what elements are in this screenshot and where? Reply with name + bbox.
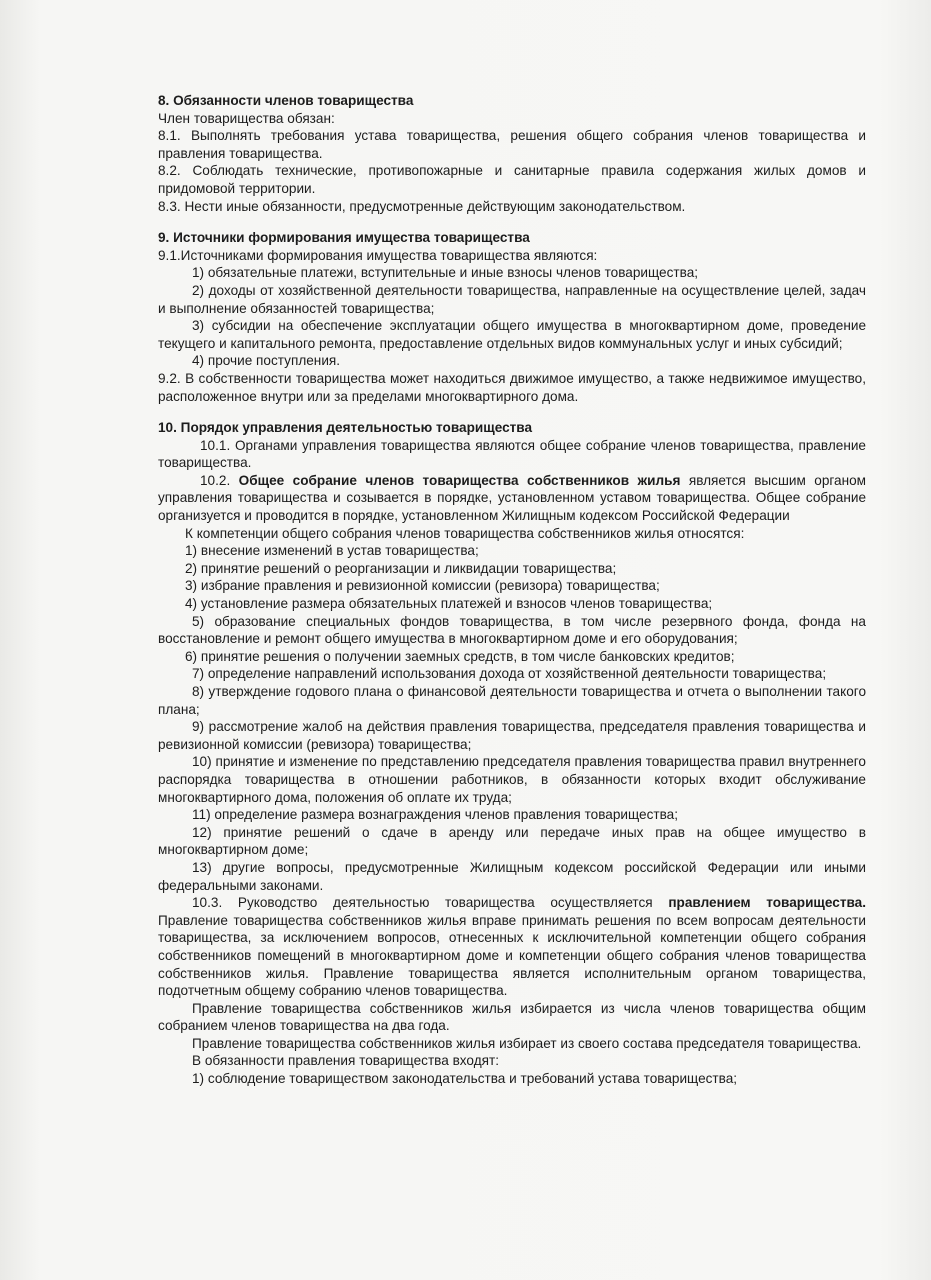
- competence-item: 12) принятие решений о сдаче в аренду или передаче иных прав на общее имущество в многоквартирном доме;: [158, 824, 866, 858]
- section-8-item: 8.2. Соблюдать технические, противопожарные и санитарные правила содержания жилых домов и придомовой территории.: [158, 163, 866, 196]
- section-9-2: 9.2. В собственности товарищества может находиться движимое имущество, а также недвижимое имущество, расположенное внутри или за пределами многоквартирного дома.: [158, 370, 866, 404]
- section-10-1: 10.1. Органами управления товарищества являются общее собрание членов товарищества, правление товарищества.: [158, 437, 866, 471]
- section-10-title: 10. Порядок управления деятельностью товарищества: [158, 420, 533, 436]
- board-duties-intro: В обязанности правления товарищества входят:: [192, 1053, 499, 1069]
- section-10-2-bold: Общее собрание членов товарищества собственников жилья: [238, 472, 681, 488]
- competence-item: 3) избрание правления и ревизионной комиссии (ревизора) товарищества;: [185, 578, 660, 594]
- board-duty-item: 1) соблюдение товариществом законодательства и требований устава товарищества;: [192, 1071, 738, 1087]
- section-10-3-bold: правлением товарищества.: [668, 895, 867, 911]
- section-10-2-number: 10.2.: [200, 472, 231, 488]
- section-9-intro: 9.1.Источниками формирования имущества товарищества являются:: [158, 247, 598, 263]
- section-8-item: 8.1. Выполнять требования устава товарищества, решения общего собрания членов товарищества и правления товарищества.: [158, 128, 866, 161]
- section-9-item: 2) доходы от хозяйственной деятельности товарищества, направленные на осуществление целей, задач и выполнение обязанностей товарищества;: [158, 282, 866, 316]
- section-8-intro: Член товарищества обязан:: [158, 110, 335, 126]
- section-10-3-start: 10.3. Руководство деятельностью товарищества осуществляется: [192, 895, 653, 911]
- competence-item: 1) внесение изменений в устав товарищества;: [185, 543, 479, 559]
- section-8-title: 8. Обязанности членов товарищества: [158, 93, 414, 108]
- section-10-2: [158, 472, 866, 525]
- section-10-2-text: является высшим органом управления товарищества и созывается в порядке, установленном уставом товарищества. Общее собрание организуется и проводится в порядке, установленном Жилищным кодексом Российской Федерации: [158, 472, 867, 524]
- competence-item: 6) принятие решения о получении заемных средств, в том числе банковских кредитов;: [185, 648, 735, 664]
- competence-item: 13) другие вопросы, предусмотренные Жилищным кодексом российской Федерации или иными федеральными законами.: [158, 859, 866, 893]
- section-8-item: 8.3. Нести иные обязанности, предусмотренные действующим законодательством.: [158, 198, 686, 214]
- section-9-item: 1) обязательные платежи, вступительные и иные взносы членов товарищества;: [192, 265, 699, 281]
- section-9-item: 4) прочие поступления.: [192, 353, 341, 369]
- competence-item: 8) утверждение годового плана о финансовой деятельности товарищества и отчета о выполнении такого плана;: [158, 684, 866, 717]
- competence-item: 2) принятие решений о реорганизации и ликвидации товарищества;: [185, 560, 617, 576]
- competence-intro: К компетенции общего собрания членов товарищества собственников жилья относятся:: [185, 525, 745, 541]
- section-9-title: 9. Источники формирования имущества товарищества: [158, 230, 530, 246]
- competence-item: 11) определение размера вознаграждения членов правления товарищества;: [192, 807, 679, 823]
- section-10-3-text: Правление товарищества собственников жилья вправе принимать решения по всем вопросам деятельности товарищества, за исключением вопросов, отнесенных к исключительной компетенции общего собрания собственников помещений в многоквартирном доме и компетенции общего собрания членов товарищества собственников жилья. Правление товарищества является исполнительным органом товарищества, подотчетным общему собранию членов товарищества.: [158, 912, 866, 999]
- board-election: Правление товарищества собственников жилья избирается из числа членов товарищества общим собранием членов товарищества на два года.: [158, 1000, 866, 1034]
- section-10-3: [158, 894, 866, 1000]
- competence-item: 10) принятие и изменение по представлению председателя правления товарищества правил внутреннего распорядка товарищества в отношении работников, в обязанности которых входит обслуживание многоквартирного дома, положения об оплате их труда;: [158, 754, 866, 805]
- document-body: [158, 92, 866, 1088]
- competence-item: 7) определение направлений использования дохода от хозяйственной деятельности товарищества;: [192, 666, 827, 682]
- competence-item: 9) рассмотрение жалоб на действия правления товарищества, председателя правления товарищества и ревизионной комиссии (ревизора) товарищества;: [158, 719, 866, 752]
- board-chair: Правление товарищества собственников жилья избирает из своего состава председателя товарищества.: [192, 1035, 862, 1051]
- competence-item: 4) установление размера обязательных платежей и взносов членов товарищества;: [185, 596, 713, 612]
- competence-item: 5) образование специальных фондов товарищества, в том числе резервного фонда, фонда на восстановление и ремонт общего имущества в многоквартирном доме и его оборудования;: [158, 613, 866, 647]
- section-9-item: 3) субсидии на обеспечение эксплуатации общего имущества в многоквартирном доме, проведение текущего и капитального ремонта, предоставление отдельных видов коммунальных услуг и иных субсидий;: [158, 318, 866, 351]
